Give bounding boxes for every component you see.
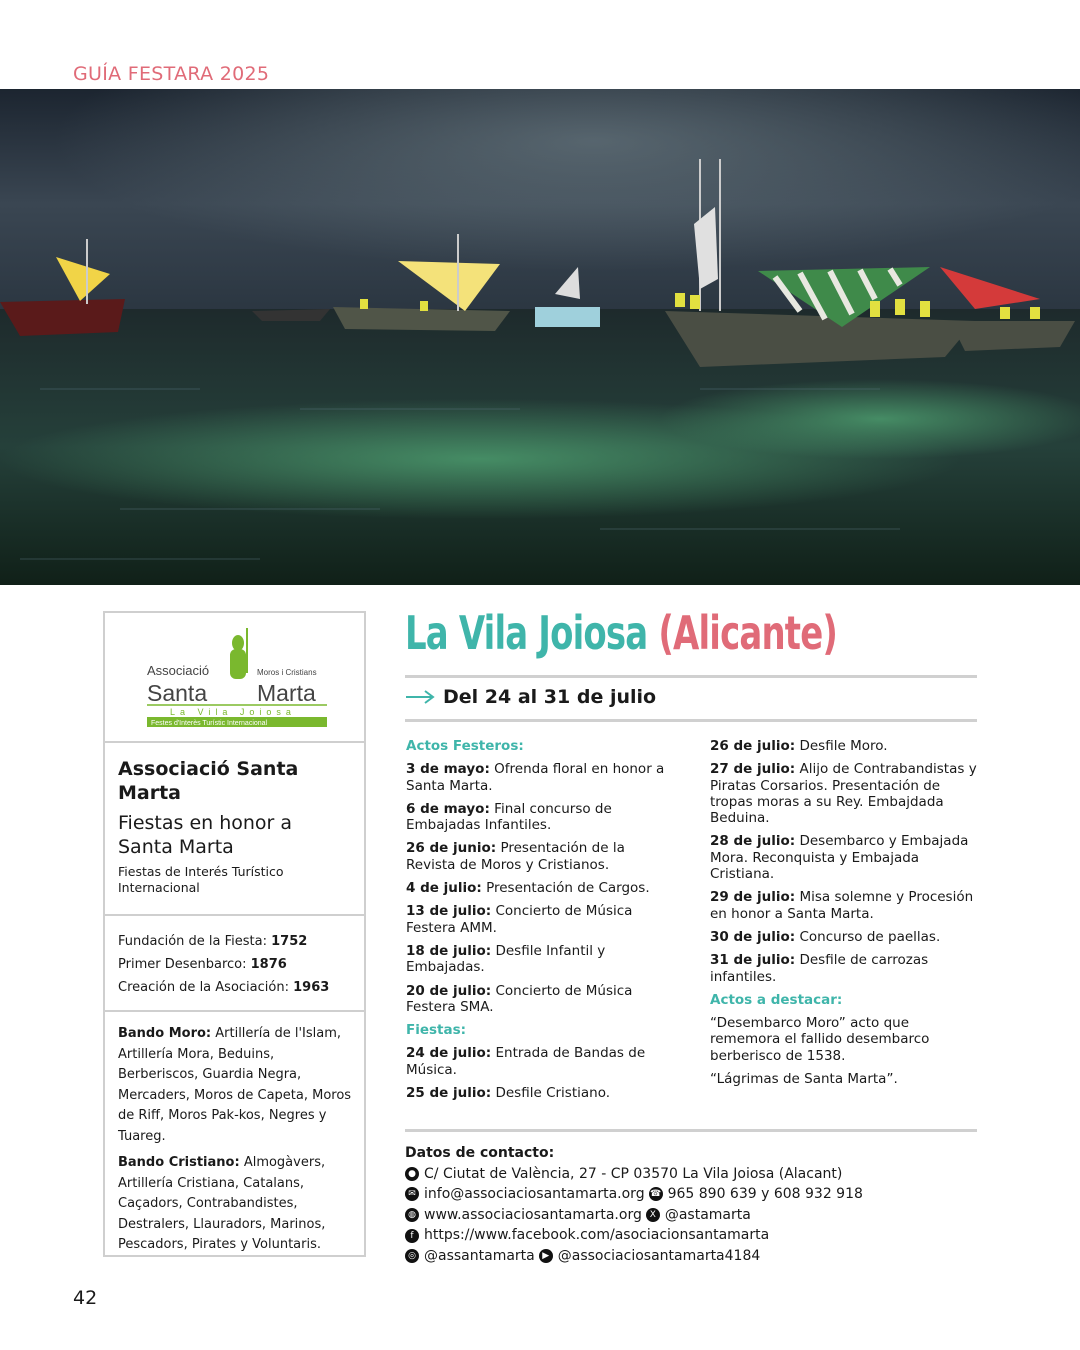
schedule-item: 25 de julio: Desfile Cristiano. (406, 1085, 611, 1102)
schedule-item: 20 de julio: Concierto de Música Festera SMA. (406, 982, 633, 1015)
page-title (405, 606, 932, 672)
logo-line1b: Moros i Cristians (257, 668, 317, 677)
bandos-list (105, 1012, 364, 1256)
contact-facebook[interactable]: https://www.facebook.com/asociacionsantamarta (424, 1227, 770, 1244)
contact-address: C/ Ciutat de València, 27 - CP 03570 La Vila Joiosa (Alacant) (424, 1165, 843, 1182)
divider (405, 675, 977, 678)
association-sidebar (103, 611, 366, 1257)
schedule-column-1 (406, 738, 668, 1108)
bando-label: Bando Moro: (118, 1026, 212, 1041)
globe-icon: ◍ (405, 1208, 419, 1222)
logo-line2a: Santa (147, 680, 208, 706)
fact-label: Fundación de la Fiesta: (118, 934, 267, 949)
schedule-item: 29 de julio: Misa solemne y Procesión en honor a Santa Marta. (710, 889, 974, 922)
x-icon: X (646, 1208, 660, 1222)
youtube-icon: ▶ (539, 1249, 553, 1263)
fact-label: Creación de la Asociación: (118, 980, 289, 995)
association-facts (105, 916, 364, 1012)
schedule-item: 30 de julio: Concurso de paellas. (710, 928, 941, 945)
contact-web[interactable]: www.associaciosantamarta.org (424, 1206, 642, 1223)
contact-email[interactable]: info@associaciosantamarta.org (424, 1186, 645, 1203)
fact-label: Primer Desenbarco: (118, 957, 247, 972)
schedule-item: 27 de julio: Alijo de Contrabandistas y Piratas Corsarios. Presentación de tropas moras a su Rey. Embajdada Beduina. (710, 761, 977, 827)
title-sub: (Alicante) (658, 606, 838, 660)
bando-text: Almogàvers, Artillería Cristiana, Catalans, Caçadors, Contrabandistes, Destralers, Llauradors, Marinos, Pescadors, Pirates y Voluntaris. (118, 1155, 326, 1252)
fact-row (118, 953, 352, 976)
schedule-item: 26 de junio: Presentación de la Revista de Moros y Cristianos. (406, 840, 625, 873)
contact-heading: Datos de contacto: (405, 1145, 555, 1161)
schedule-item: 26 de julio: Desfile Moro. (710, 738, 888, 754)
fact-row (118, 976, 352, 999)
contact-info (405, 1143, 863, 1267)
bando-cristiano (118, 1153, 354, 1256)
fact-row (118, 930, 352, 953)
logo-line3: La Vila Joiosa (170, 707, 296, 717)
date-range (405, 686, 656, 708)
logo-line1: Associació (147, 663, 210, 678)
bando-text: Artillería de l'Islam, Artillería Mora, Beduins, Berberiscos, Guardia Negra, Mercaders, Moros de Capeta, Moros de Riff, Moros Pak-kos, Negres y Tuareg. (118, 1026, 352, 1144)
contact-youtube[interactable]: @associaciosantamarta4184 (557, 1247, 761, 1264)
schedule-item: 31 de julio: Desfile de carrozas infantiles. (710, 952, 929, 985)
arrow-right-icon (405, 689, 435, 705)
association-info (105, 743, 364, 916)
divider (405, 719, 977, 722)
location-pin-icon: ● (405, 1167, 419, 1181)
schedule-item: 28 de julio: Desembarco y Embajada Mora. Reconquista y Embajada Cristiana. (710, 833, 969, 883)
logo-line4: Festes d'Interès Turístic Internacional (151, 720, 268, 727)
photo-boats-at-sea (0, 89, 1080, 585)
section-heading: Actos a destacar: (710, 991, 843, 1008)
section-heading: Fiestas: (406, 1022, 467, 1039)
association-category: Fiestas de Interés Turístico Internacional (118, 864, 284, 895)
page-number: 42 (73, 1287, 98, 1309)
logo-line2b: Marta (257, 680, 316, 706)
schedule-item: 4 de julio: Presentación de Cargos. (406, 880, 650, 897)
contact-phone[interactable]: 965 890 639 y 608 932 918 (667, 1186, 863, 1203)
schedule-item: 3 de mayo: Ofrenda floral en honor a Santa Marta. (406, 761, 665, 794)
section-heading: Actos Festeros: (406, 738, 524, 754)
association-logo (105, 613, 364, 743)
schedule-item: 6 de mayo: Final concurso de Embajadas Infantiles. (406, 800, 612, 834)
schedule-column-2 (710, 738, 978, 1094)
guide-header-label: GUÍA FESTARA 2025 (73, 63, 270, 85)
facebook-icon: f (405, 1229, 419, 1243)
contact-instagram[interactable]: @assantamarta (424, 1247, 535, 1264)
fact-value: 1963 (293, 980, 330, 995)
santa-marta-logo-icon (105, 613, 364, 739)
association-name: Associació Santa Marta (118, 758, 299, 804)
instagram-icon: ◎ (405, 1249, 419, 1263)
contact-x[interactable]: @astamarta (664, 1206, 751, 1223)
bando-label: Bando Cristiano: (118, 1155, 240, 1170)
schedule-item: 13 de julio: Concierto de Música Festera AMM. (406, 903, 633, 936)
phone-icon: ☎ (649, 1189, 662, 1200)
highlight-item: “Lágrimas de Santa Marta”. (710, 1071, 898, 1088)
bando-moro (118, 1024, 354, 1147)
schedule-item: 18 de julio: Desfile Infantil y Embajadas. (406, 942, 606, 976)
email-icon: ✉ (405, 1187, 419, 1201)
title-main: La Vila Joiosa (405, 606, 648, 660)
fact-value: 1876 (250, 957, 287, 972)
highlight-item: “Desembarco Moro” acto que rememora el fallido desembarco berberisco de 1538. (710, 1015, 930, 1064)
fact-value: 1752 (271, 934, 308, 949)
schedule-item: 24 de julio: Entrada de Bandas de Música. (406, 1045, 646, 1078)
date-range-text: Del 24 al 31 de julio (443, 686, 657, 708)
divider (405, 1129, 977, 1132)
association-subtitle: Fiestas en honor a Santa Marta (118, 812, 293, 858)
